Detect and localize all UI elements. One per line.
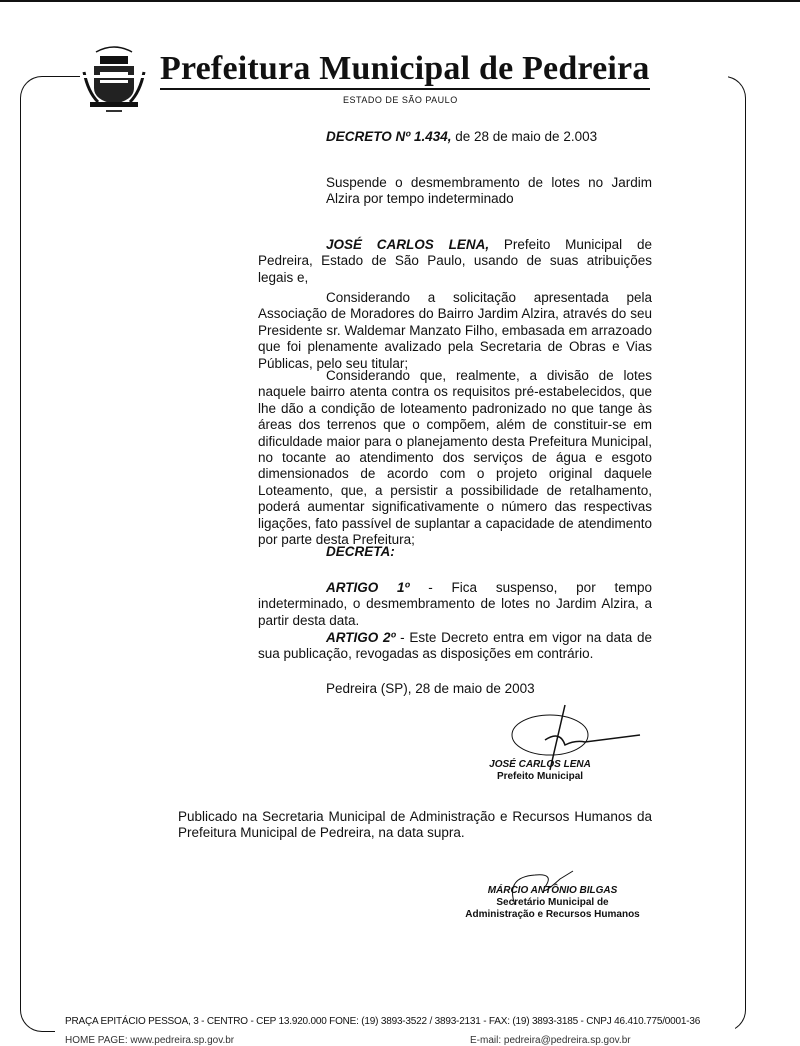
considering-paragraph-1: Considerando a solicitação apresentada pela Associação de Moradores do Bairro Jardim Alzira, através do seu Presidente sr. Waldemar Manzato Filho, embasada em arrazoado que foi plenamente avalizado pela Secretaria de Obras e Vias Públicas, pelo seu titular; [258,290,652,371]
intro-text: Prefeito Municipal de Pedreira, Estado de São Paulo, usando de suas atribuições legais e, [258,237,652,285]
footer-homepage: HOME PAGE: www.pedreira.sp.gov.br [65,1035,235,1046]
considering-paragraph-2: Considerando que, realmente, a divisão de lotes naquele bairro atenta contra os requisitos pré-estabelecidos, que lhe dão a condição de loteamento padronizado no que tange às áreas dos terrenos que o compõem, além de constituir-se em dificuldade maior para o planejamento desta Prefeitura Municipal, no tocante ao atendimento dos serviços de água e esgoto dimensionados de acordo com o projeto original daquele Loteamento, que, a persistir a possibilidade de retalhamento, poderá aumentar significativamente o número das respectivas ligações, fato passível de suplantar a capacidade de atendimento por parte desta Prefeitura; [258,368,652,548]
decrees-label: DECRETA: [326,544,395,559]
decree-number: DECRETO Nº 1.434, [326,129,452,144]
article-2-text: - Este Decreto entra em vigor na data de sua publicação, revogadas as disposições em contrário. [258,630,652,662]
article-2 [258,630,652,663]
place-date: Pedreira (SP), 28 de maio de 2003 [326,681,535,696]
article-2-label: ARTIGO 2º [326,630,396,645]
decree-summary: Suspende o desmembramento de lotes no Jardim Alzira por tempo indeterminado [326,175,652,207]
frame-left [20,76,81,1032]
article-1 [258,580,652,629]
publication-note: Publicado na Secretaria Municipal de Administração e Recursos Humanos da Prefeitura Municipal de Pedreira, na data supra. [178,809,652,841]
page-title: Prefeitura Municipal de Pedreira [160,50,650,90]
scan-edge [0,0,800,2]
article-1-label: ARTIGO 1º [326,580,410,595]
footer-email: E-mail: pedreira@pedreira.sp.gov.br [470,1035,631,1046]
signer-2 [440,885,665,921]
signer-2-name: MÁRCIO ANTÔNIO BILGAS [487,885,618,896]
intro-paragraph [258,237,652,286]
signer-2-role-1: Secretário Municipal de [496,897,609,908]
state-subtitle: ESTADO DE SÃO PAULO [343,95,458,105]
decree-date: de 28 de maio de 2.003 [451,129,598,144]
signer-1-role: Prefeito Municipal [496,771,584,782]
signer-1-name: JOSÉ CARLOS LENA [489,759,591,770]
decree-heading [326,129,597,145]
footer-address: PRAÇA EPITÁCIO PESSOA, 3 - CENTRO - CEP 13.920.000 FONE: (19) 3893-3522 / 3893-2131 - FAX: (19) 3893-3185 - CNPJ 46.410.775/0001-36 [65,1016,701,1027]
frame-right [720,76,746,1032]
signer-2-role-2: Administração e Recursos Humanos [465,909,640,920]
mayor-name: JOSÉ CARLOS LENA, [326,237,490,252]
article-1-text: - Fica suspenso, por tempo indeterminado, o desmembramento de lotes no Jardim Alzira, a partir desta data. [258,580,652,628]
signer-1 [470,759,610,783]
coat-of-arms-logo [80,42,148,117]
